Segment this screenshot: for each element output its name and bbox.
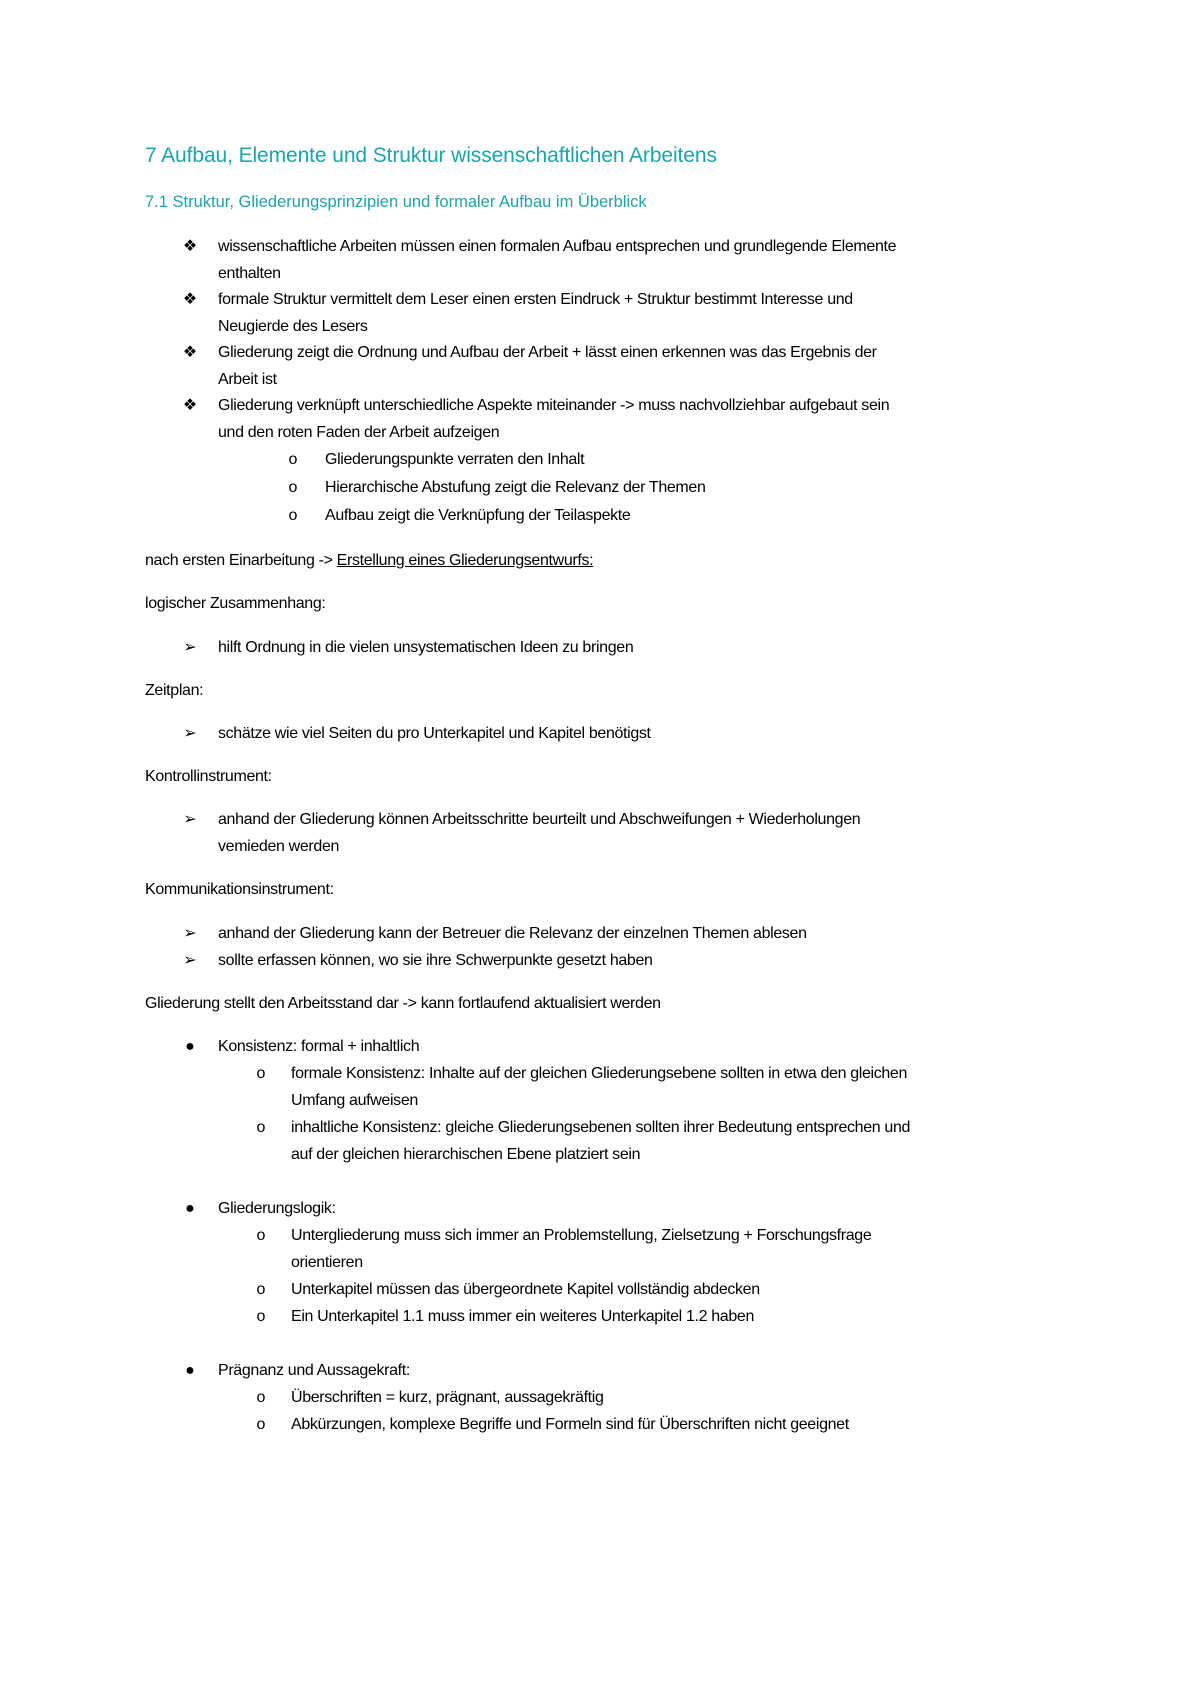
arrowhead-bullet-icon: ➢ (183, 811, 197, 828)
page-title: 7 Aufbau, Elemente und Struktur wissenschaftlichen Arbeitens (145, 144, 717, 167)
four-diamond-bullet-icon: ❖ (182, 291, 198, 308)
sub-list-item: inhaltliche Konsistenz: gleiche Gliederungsebenen sollten ihrer Bedeutung entsprechen und (291, 1119, 911, 1136)
list-item-continuation: vemieden werden (218, 838, 340, 855)
sub-list-item-continuation: orientieren (291, 1254, 363, 1271)
filled-dot-bullet-icon: ● (185, 1200, 195, 1217)
hollow-circle-bullet-icon: o (256, 1227, 266, 1244)
sub-list-item-continuation: Umfang aufweisen (291, 1092, 418, 1109)
list-item: wissenschaftliche Arbeiten müssen einen formalen Aufbau entsprechen und grundlegende Elemente (218, 238, 897, 255)
arrowhead-bullet-icon: ➢ (183, 725, 197, 742)
sub-list-item: Hierarchische Abstufung zeigt die Relevanz der Themen (325, 479, 706, 496)
list-item: Prägnanz und Aussagekraft: (218, 1362, 410, 1379)
list-item-continuation: Neugierde des Lesers (218, 318, 368, 335)
hollow-circle-bullet-icon: o (256, 1308, 266, 1325)
list-item: schätze wie viel Seiten du pro Unterkapitel und Kapitel benötigst (218, 725, 651, 742)
label-logischer-zusammenhang: logischer Zusammenhang: (145, 595, 326, 612)
list-item: anhand der Gliederung kann der Betreuer die Relevanz der einzelnen Themen ablesen (218, 925, 807, 942)
hollow-circle-bullet-icon: o (256, 1416, 266, 1433)
arrowhead-bullet-icon: ➢ (183, 639, 197, 656)
entwurf-underlined: Erstellung eines Gliederungsentwurfs: (336, 552, 594, 569)
list-item-continuation: enthalten (218, 265, 281, 282)
sub-list-item-continuation: auf der gleichen hierarchischen Ebene platziert sein (291, 1146, 641, 1163)
label-kontrollinstrument: Kontrollinstrument: (145, 768, 272, 785)
hollow-circle-bullet-icon: o (256, 1281, 266, 1298)
sub-list-item: Aufbau zeigt die Verknüpfung der Teilaspekte (325, 507, 631, 524)
section-heading: 7.1 Struktur, Gliederungsprinzipien und formaler Aufbau im Überblick (145, 193, 647, 211)
list-item: formale Struktur vermittelt dem Leser einen ersten Eindruck + Struktur bestimmt Interesse und (218, 291, 853, 308)
list-item-continuation: Arbeit ist (218, 371, 277, 388)
list-item: Gliederung zeigt die Ordnung und Aufbau der Arbeit + lässt einen erkennen was das Ergebnis der (218, 344, 877, 361)
list-item: Gliederungslogik: (218, 1200, 336, 1217)
sub-list-item: Überschriften = kurz, prägnant, aussagekräftig (291, 1389, 604, 1406)
sub-list-item: Unterkapitel müssen das übergeordnete Kapitel vollständig abdecken (291, 1281, 760, 1298)
hollow-circle-bullet-icon: o (256, 1389, 266, 1406)
label-kommunikationsinstrument: Kommunikationsinstrument: (145, 881, 334, 898)
hollow-circle-bullet-icon: o (288, 479, 298, 496)
four-diamond-bullet-icon: ❖ (182, 238, 198, 255)
hollow-circle-bullet-icon: o (288, 507, 298, 524)
list-item: sollte erfassen können, wo sie ihre Schwerpunkte gesetzt haben (218, 952, 653, 969)
four-diamond-bullet-icon: ❖ (182, 397, 198, 414)
filled-dot-bullet-icon: ● (185, 1362, 195, 1379)
list-item: Konsistenz: formal + inhaltlich (218, 1038, 420, 1055)
list-item-continuation: und den roten Faden der Arbeit aufzeigen (218, 424, 500, 441)
arrowhead-bullet-icon: ➢ (183, 925, 197, 942)
arrowhead-bullet-icon: ➢ (183, 952, 197, 969)
sub-list-item: Abkürzungen, komplexe Begriffe und Formeln sind für Überschriften nicht geeignet (291, 1416, 849, 1433)
paragraph-arbeitsstand: Gliederung stellt den Arbeitsstand dar -> kann fortlaufend aktualisiert werden (145, 995, 661, 1012)
hollow-circle-bullet-icon: o (256, 1065, 266, 1082)
hollow-circle-bullet-icon: o (288, 451, 298, 468)
sub-list-item: Untergliederung muss sich immer an Problemstellung, Zielsetzung + Forschungsfrage (291, 1227, 872, 1244)
four-diamond-bullet-icon: ❖ (182, 344, 198, 361)
list-item: hilft Ordnung in die vielen unsystematischen Ideen zu bringen (218, 639, 634, 656)
entwurf-prefix: nach ersten Einarbeitung -> (145, 552, 337, 569)
list-item: Gliederung verknüpft unterschiedliche Aspekte miteinander -> muss nachvollziehbar aufgebaut sein (218, 397, 890, 414)
paragraph-entwurf (145, 547, 593, 574)
hollow-circle-bullet-icon: o (256, 1119, 266, 1136)
sub-list-item: Gliederungspunkte verraten den Inhalt (325, 451, 585, 468)
sub-list-item: formale Konsistenz: Inhalte auf der gleichen Gliederungsebene sollten in etwa den gleichen (291, 1065, 908, 1082)
label-zeitplan: Zeitplan: (145, 682, 204, 699)
list-item: anhand der Gliederung können Arbeitsschritte beurteilt und Abschweifungen + Wiederholungen (218, 811, 861, 828)
sub-list-item: Ein Unterkapitel 1.1 muss immer ein weiteres Unterkapitel 1.2 haben (291, 1308, 755, 1325)
filled-dot-bullet-icon: ● (185, 1038, 195, 1055)
